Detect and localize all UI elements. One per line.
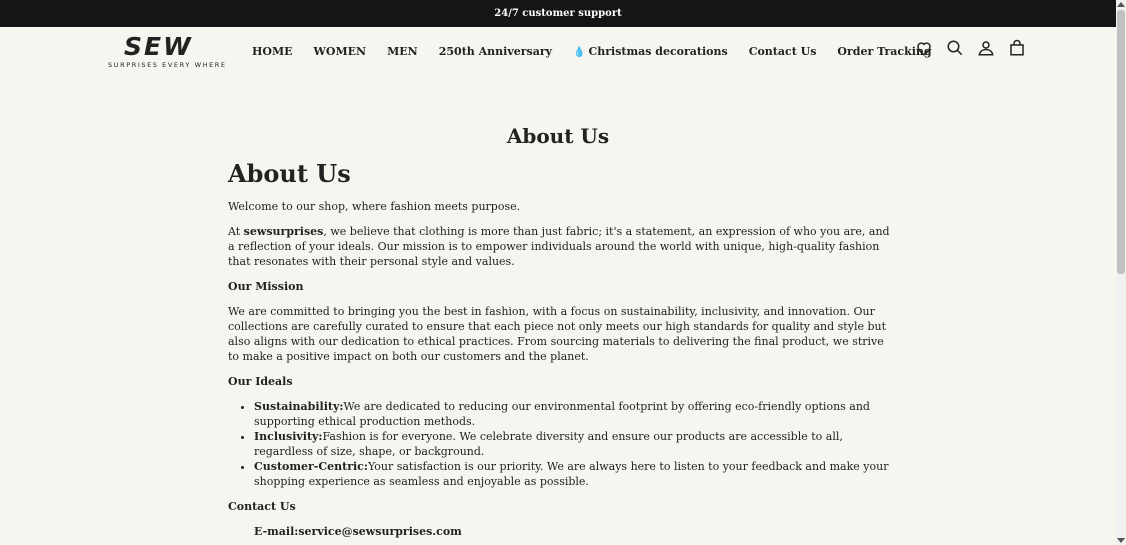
scroll-down-arrow-icon[interactable] bbox=[1117, 538, 1125, 543]
contact-list bbox=[254, 524, 890, 539]
user-icon[interactable] bbox=[977, 39, 995, 57]
header-icons bbox=[915, 39, 1026, 57]
list-item bbox=[254, 399, 890, 429]
email-address[interactable]: service@sewsurprises.com bbox=[298, 525, 462, 538]
nav-women[interactable]: WOMEN bbox=[313, 44, 367, 58]
contact-email bbox=[254, 524, 890, 539]
nav-contact-us[interactable]: Contact Us bbox=[748, 44, 817, 58]
scrollbar-thumb[interactable] bbox=[1117, 10, 1125, 274]
ideals-list bbox=[254, 399, 890, 489]
announcement-bar bbox=[0, 0, 1116, 27]
ideal-text: We are dedicated to reducing our environmental footprint by offering eco-friendly options and supporting ethical production methods. bbox=[254, 400, 870, 428]
list-item bbox=[254, 429, 890, 459]
ideals-heading: Our Ideals bbox=[228, 375, 293, 388]
scrollbar[interactable] bbox=[1116, 0, 1126, 545]
contact-heading: Contact Us bbox=[228, 500, 296, 513]
intro-brand: sewsurprises bbox=[243, 225, 324, 238]
nav-men[interactable]: MEN bbox=[387, 44, 418, 58]
logo-tagline: SURPRISES EVERY WHERE bbox=[108, 61, 227, 69]
search-icon[interactable] bbox=[946, 39, 964, 57]
logo-mark: SEW bbox=[124, 32, 193, 61]
welcome-text: Welcome to our shop, where fashion meets purpose. bbox=[228, 200, 521, 213]
page-title: About Us bbox=[506, 124, 610, 148]
nav-order-tracking[interactable]: Order Tracking bbox=[837, 44, 932, 58]
heart-icon[interactable] bbox=[915, 39, 933, 57]
ideal-text: Your satisfaction is our priority. We are always here to listen to your feedback and make your shopping experience as seamless and enjoyable as possible. bbox=[254, 460, 889, 488]
nav-christmas-decorations[interactable] bbox=[573, 45, 728, 58]
ideal-term: Inclusivity: bbox=[254, 430, 323, 443]
scroll-up-arrow-icon[interactable] bbox=[1117, 2, 1125, 7]
content-heading: About Us bbox=[228, 159, 351, 188]
nav-christmas-label: Christmas decorations bbox=[588, 44, 728, 58]
main-nav bbox=[252, 27, 932, 75]
intro-prefix: At bbox=[228, 225, 244, 238]
ideal-term: Customer-Centric: bbox=[254, 460, 368, 473]
intro-rest: , we believe that clothing is more than just fabric; it's a statement, an expression of who you are, and a reflection of your ideals. Our mission is to empower individuals around the world with unique, high-quality fashion that resonates with their personal style and values. bbox=[228, 225, 890, 268]
nav-250th-anniversary[interactable]: 250th Anniversary bbox=[438, 44, 553, 58]
mission-heading: Our Mission bbox=[228, 280, 304, 293]
intro-paragraph bbox=[228, 224, 890, 269]
tree-icon: 💧 bbox=[573, 46, 586, 58]
nav-home[interactable]: HOME bbox=[252, 44, 293, 58]
list-item bbox=[254, 459, 890, 489]
ideal-text: Fashion is for everyone. We celebrate diversity and ensure our products are accessible to all, regardless of size, shape, or background. bbox=[254, 430, 843, 458]
mission-text: We are committed to bringing you the best in fashion, with a focus on sustainability, inclusivity, and innovation. Our collections are carefully curated to ensure that each piece not only meets our high standards for quality and style but also aligns with our dedication to ethical practices. From sourcing materials to delivering the final product, we strive to make a positive impact on both our customers and the planet. bbox=[228, 305, 887, 363]
bag-icon[interactable] bbox=[1008, 39, 1026, 57]
site-header bbox=[0, 27, 1116, 75]
about-content bbox=[228, 158, 890, 545]
email-label: E-mail: bbox=[254, 525, 299, 538]
ideal-term: Sustainability: bbox=[254, 400, 344, 413]
logo[interactable] bbox=[108, 32, 227, 69]
announcement-text: 24/7 customer support bbox=[494, 8, 622, 19]
